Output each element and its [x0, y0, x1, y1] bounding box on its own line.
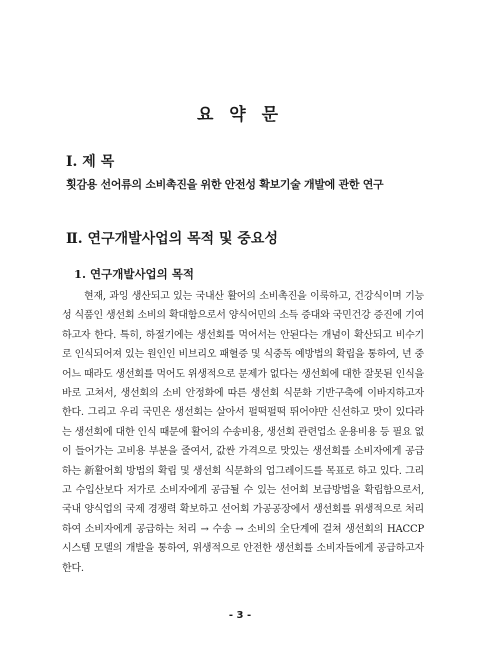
research-title-text: 횟감용 선어류의 소비촉진을 위한 안전성 확보기술 개발에 관한 연구: [66, 178, 384, 191]
section-2-heading: Ⅱ. 연구개발사업의 목적 및 중요성: [66, 231, 278, 247]
page-number: - 3 -: [228, 610, 252, 621]
section-1-heading: Ⅰ. 제 목: [66, 154, 115, 170]
summary-title: 요 약 문: [196, 105, 284, 125]
subsection-heading: 1. 연구개발사업의 목적: [74, 267, 194, 281]
purpose-paragraph: 현재, 과잉 생산되고 있는 국내산 활어의 소비촉진을 이룩하고, 건강식이며 기능성 식품인 생선회 소비의 확대함으로서 양식어민의 소득 증대와 국민건강 증진에 기여하고자 한다. 특히, 하절기에는 생선회를 먹어서는 안된다는 개념이 확산되고 비수기로 인식되어져 있는 원인인 비브리오 패혈증 및 식중독 예방법의 확립을 통하여, 년 중 어느 때라도 생선회를 먹어도 위생적으로 문제가 없다는 생선회에 대한 잘못된 인식을 바로 고쳐서, 생선회의 소비 안정화에 따른 생선회 식문화 기반구축에 이바지하고자 한다. 그리고 우리 국민은 생선회는 살아서 펄떡펄떡 뛰어야만 신선하고 맛이 있다라는 생선회에 대한 인식 때문에 활어의 수송비용, 생선회 관련업소 운용비용 등 필요 없이 들어가는 고비용 부분을 줄여서, 값싼 가격으로 맛있는 생선회를 소비자에게 공급하는 新활어회 방법의 확립 및 생선회 식문화의 업그레이드를 목표로 하고 있다. 그리고 수입산보다 저가로 소비자에게 공급될 수 있는 선어회 보급방법을 확립함으로서, 국내 양식업의 국제 경쟁력 확보하고 선어회 가공공장에서 생선회를 위생적으로 처리하여 소비자에게 공급하는 처리 → 수송 → 소비의 全단계에 걸쳐 생선회의 HACCP 시스템 모델의 개발을 통하여, 위생적으로 안전한 생선회를 소비자들에게 공급하고자 한다.: [62, 291, 424, 574]
